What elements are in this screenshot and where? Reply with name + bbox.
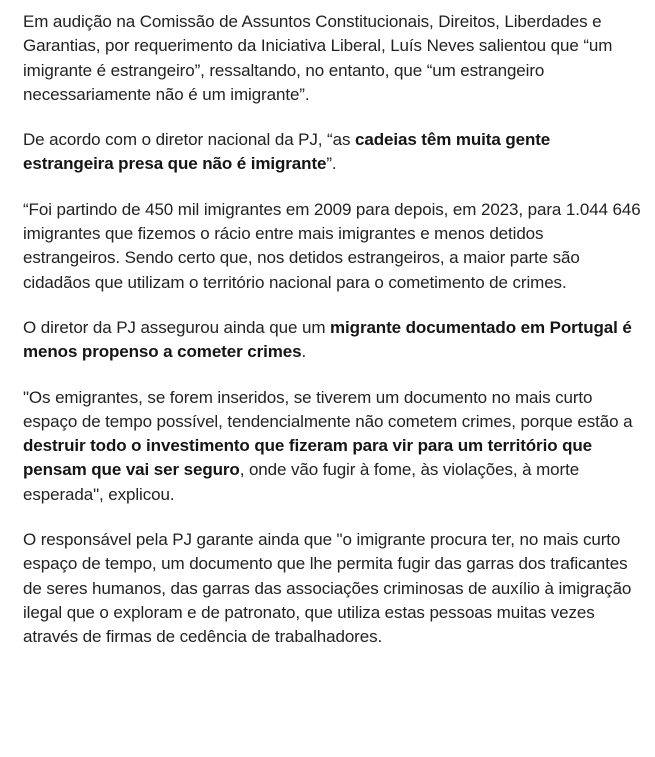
paragraph [23,386,645,507]
paragraph-text: , onde vão fugir à fome, às violações, à morte esperada", explicou. [23,460,580,504]
paragraph-emphasis: migrante documentado em Portugal é menos propenso a cometer crimes [23,317,632,362]
paragraph-text: O diretor da PJ assegurou ainda que um [23,317,331,337]
paragraph [23,528,645,649]
paragraph [23,128,645,177]
paragraph-emphasis: cadeias têm muita gente estrangeira presa que não é imigrante [23,130,551,174]
paragraph-text: . [301,342,307,362]
paragraph [23,316,645,365]
paragraph [23,10,645,107]
paragraph-text: "Os emigrantes, se forem inseridos, se tiverem um documento no mais curto espaço de tempo possível, tendencialmente não cometem crimes, porque estão a [23,387,633,431]
paragraph-text: “Foi partindo de 450 mil imigrantes em 2009 para depois, em 2023, para 1.044 646 imigrantes que fizemos o rácio entre mais imigrantes e menos detidos estrangeiros. Sendo certo que, nos detidos estrangeiros, a maior parte são cidadãos que utilizam o território nacional para o cometimento de crimes. [23,199,641,292]
paragraph [23,198,645,295]
paragraph-text: O responsável pela PJ garante ainda que "o imigrante procura ter, no mais curto espaço de tempo, um documento que lhe permita fugir das garras dos traficantes de seres humanos, das garras das associações criminosas de auxílio à imigração ilegal que o exploram e de patronato, que utiliza estas pessoas muitas vezes através de firmas de cedência de trabalhadores. [23,530,632,647]
paragraph-text: ”. [326,154,337,174]
paragraph-text: Em audição na Comissão de Assuntos Constitucionais, Direitos, Liberdades e Garantias, por requerimento da Iniciativa Liberal, Luís Neves salientou que “um imigrante é estrangeiro”, ressaltando, no entanto, que “um estrangeiro necessariamente não é um imigrante”. [23,12,613,104]
paragraph-text: De acordo com o diretor nacional da PJ, “as [23,130,355,150]
paragraph-emphasis: destruir todo o investimento que fizeram para vir para um território que pensam que vai ser seguro [23,436,593,480]
